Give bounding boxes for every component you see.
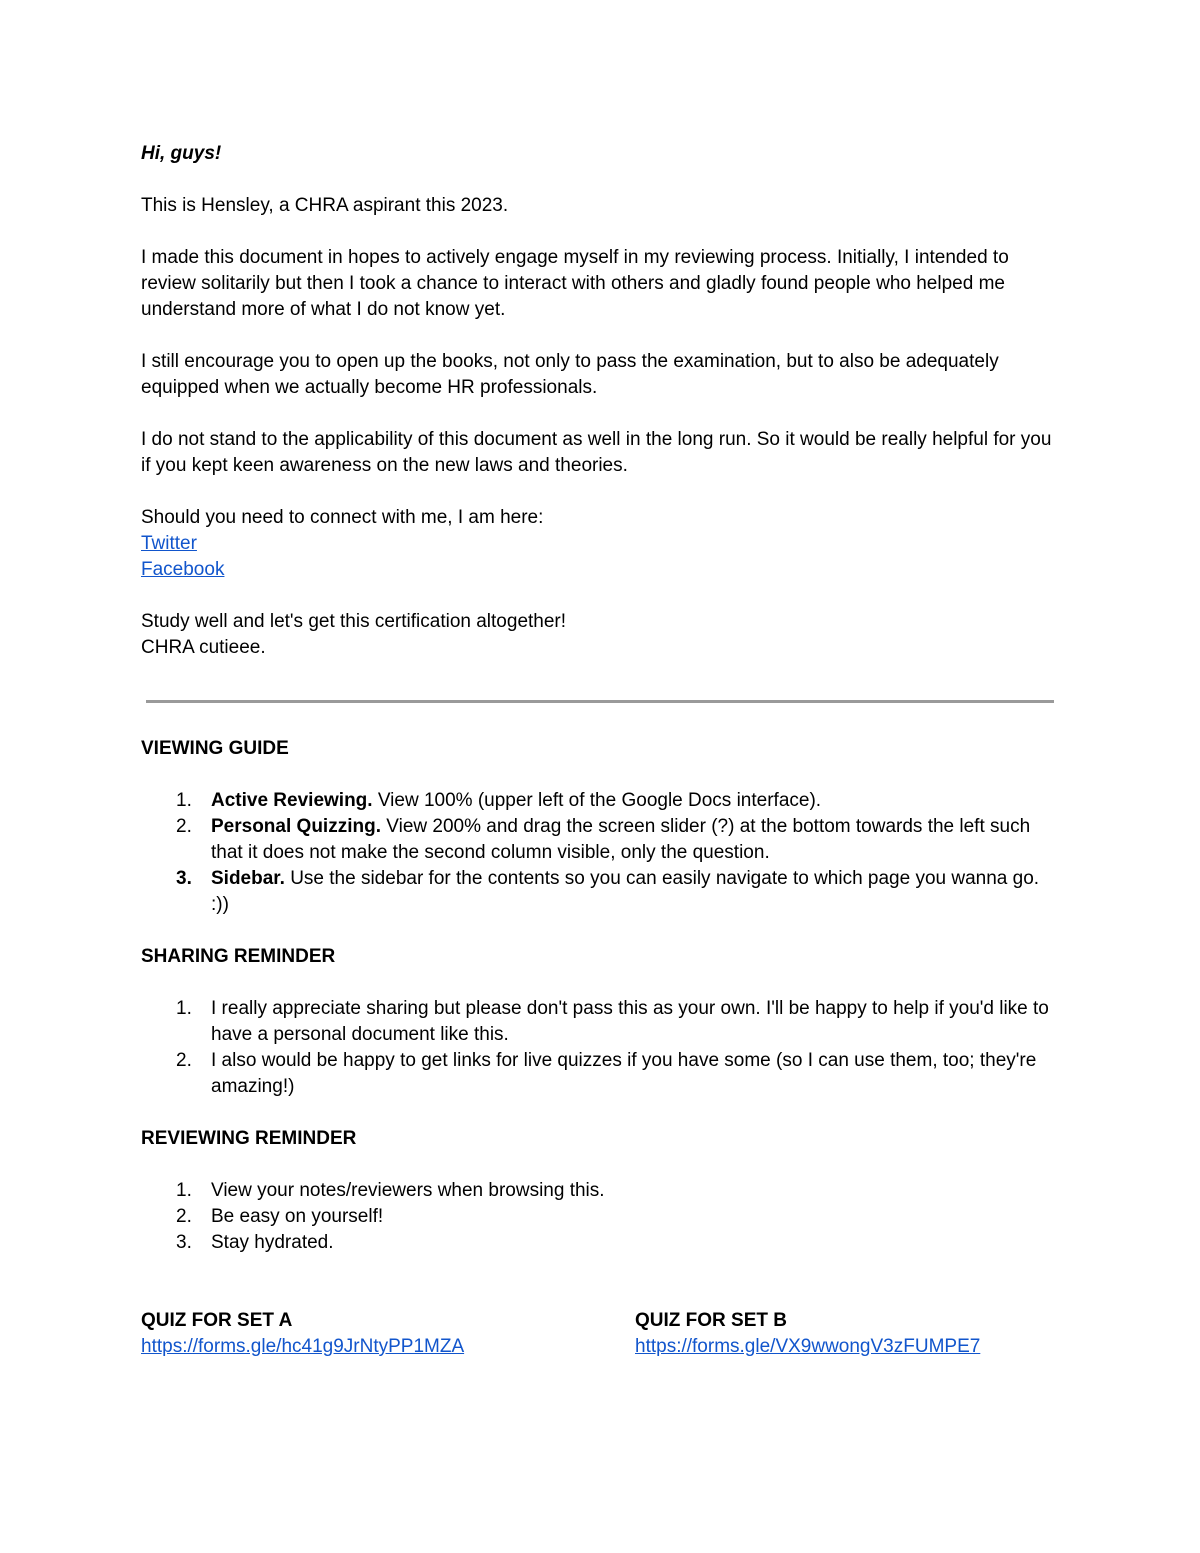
quiz-set-b — [635, 1308, 980, 1360]
list-item — [141, 1178, 1061, 1204]
list-item-title: Sidebar. — [211, 868, 285, 889]
list-number: 2. — [176, 816, 192, 837]
list-item-text: I really appreciate sharing but please don't pass this as your own. I'll be happy to help if you'd like to have a personal document like this. — [211, 998, 1049, 1045]
intro-paragraph-encourage: I still encourage you to open up the books, not only to pass the examination, but to also be adequately equipped when we actually become HR professionals. — [141, 351, 999, 398]
list-item-text: View 200% and drag the screen slider (?) at the bottom towards the left such that it does not make the second column visible, only the question. — [211, 816, 1031, 863]
quiz-set-a-link[interactable]: https://forms.gle/hc41g9JrNtyPP1MZA — [141, 1336, 465, 1357]
list-item — [141, 866, 1061, 918]
twitter-link[interactable]: Twitter — [141, 533, 197, 554]
sharing-reminder-list — [141, 996, 1061, 1100]
list-item-title: Active Reviewing. — [211, 790, 373, 811]
list-number: 3. — [176, 1232, 192, 1253]
quiz-set-a-heading: QUIZ FOR SET A — [141, 1310, 293, 1331]
quiz-set-b-heading: QUIZ FOR SET B — [635, 1310, 787, 1331]
horizontal-divider — [146, 700, 1054, 703]
list-item-text: I also would be happy to get links for live quizzes if you have some (so I can use them, too; they're amazing!) — [211, 1050, 1037, 1097]
list-item-text: Be easy on yourself! — [211, 1206, 384, 1227]
list-item — [141, 1204, 1061, 1230]
signature: CHRA cutieee. — [141, 637, 266, 658]
list-number: 2. — [176, 1050, 192, 1071]
sharing-reminder-section — [141, 944, 1061, 1100]
list-item — [141, 788, 1061, 814]
list-item — [141, 1048, 1061, 1100]
greeting: Hi, guys! — [141, 143, 222, 164]
list-number: 2. — [176, 1206, 192, 1227]
reviewing-reminder-list — [141, 1178, 1061, 1256]
list-number: 1. — [176, 790, 192, 811]
list-item-text: View your notes/reviewers when browsing this. — [211, 1180, 605, 1201]
list-item-text: Stay hydrated. — [211, 1232, 334, 1253]
intro-line: This is Hensley, a CHRA aspirant this 2023. — [141, 195, 509, 216]
reviewing-reminder-section — [141, 1126, 1061, 1256]
viewing-guide-section — [141, 736, 1061, 918]
connect-text: Should you need to connect with me, I am here: — [141, 507, 544, 528]
viewing-guide-list — [141, 788, 1061, 918]
reviewing-reminder-heading: REVIEWING REMINDER — [141, 1128, 357, 1149]
list-item-text: Use the sidebar for the contents so you can easily navigate to which page you wanna go. :)) — [211, 868, 1040, 915]
closing-line: Study well and let's get this certification altogether! — [141, 611, 567, 632]
intro-section — [141, 141, 1061, 661]
intro-paragraph-purpose: I made this document in hopes to actively engage myself in my reviewing process. Initially, I intended to review solitarily but then I took a chance to interact with others and gladly found people who helped me understand more of what I do not know yet. — [141, 247, 1009, 320]
sharing-reminder-heading: SHARING REMINDER — [141, 946, 336, 967]
list-item — [141, 1230, 1061, 1256]
quiz-set-a — [141, 1308, 464, 1360]
list-number: 1. — [176, 998, 192, 1019]
intro-paragraph-disclaimer: I do not stand to the applicability of this document as well in the long run. So it would be really helpful for you if you kept keen awareness on the new laws and theories. — [141, 429, 1052, 476]
list-item-title: Personal Quizzing. — [211, 816, 381, 837]
list-number: 1. — [176, 1180, 192, 1201]
list-item-text: View 100% (upper left of the Google Docs interface). — [372, 790, 822, 811]
viewing-guide-heading: VIEWING GUIDE — [141, 738, 289, 759]
facebook-link[interactable]: Facebook — [141, 559, 225, 580]
list-item — [141, 996, 1061, 1048]
quiz-set-b-link[interactable]: https://forms.gle/VX9wwongV3zFUMPE7 — [635, 1336, 981, 1357]
list-number: 3. — [176, 868, 192, 889]
list-item — [141, 814, 1061, 866]
